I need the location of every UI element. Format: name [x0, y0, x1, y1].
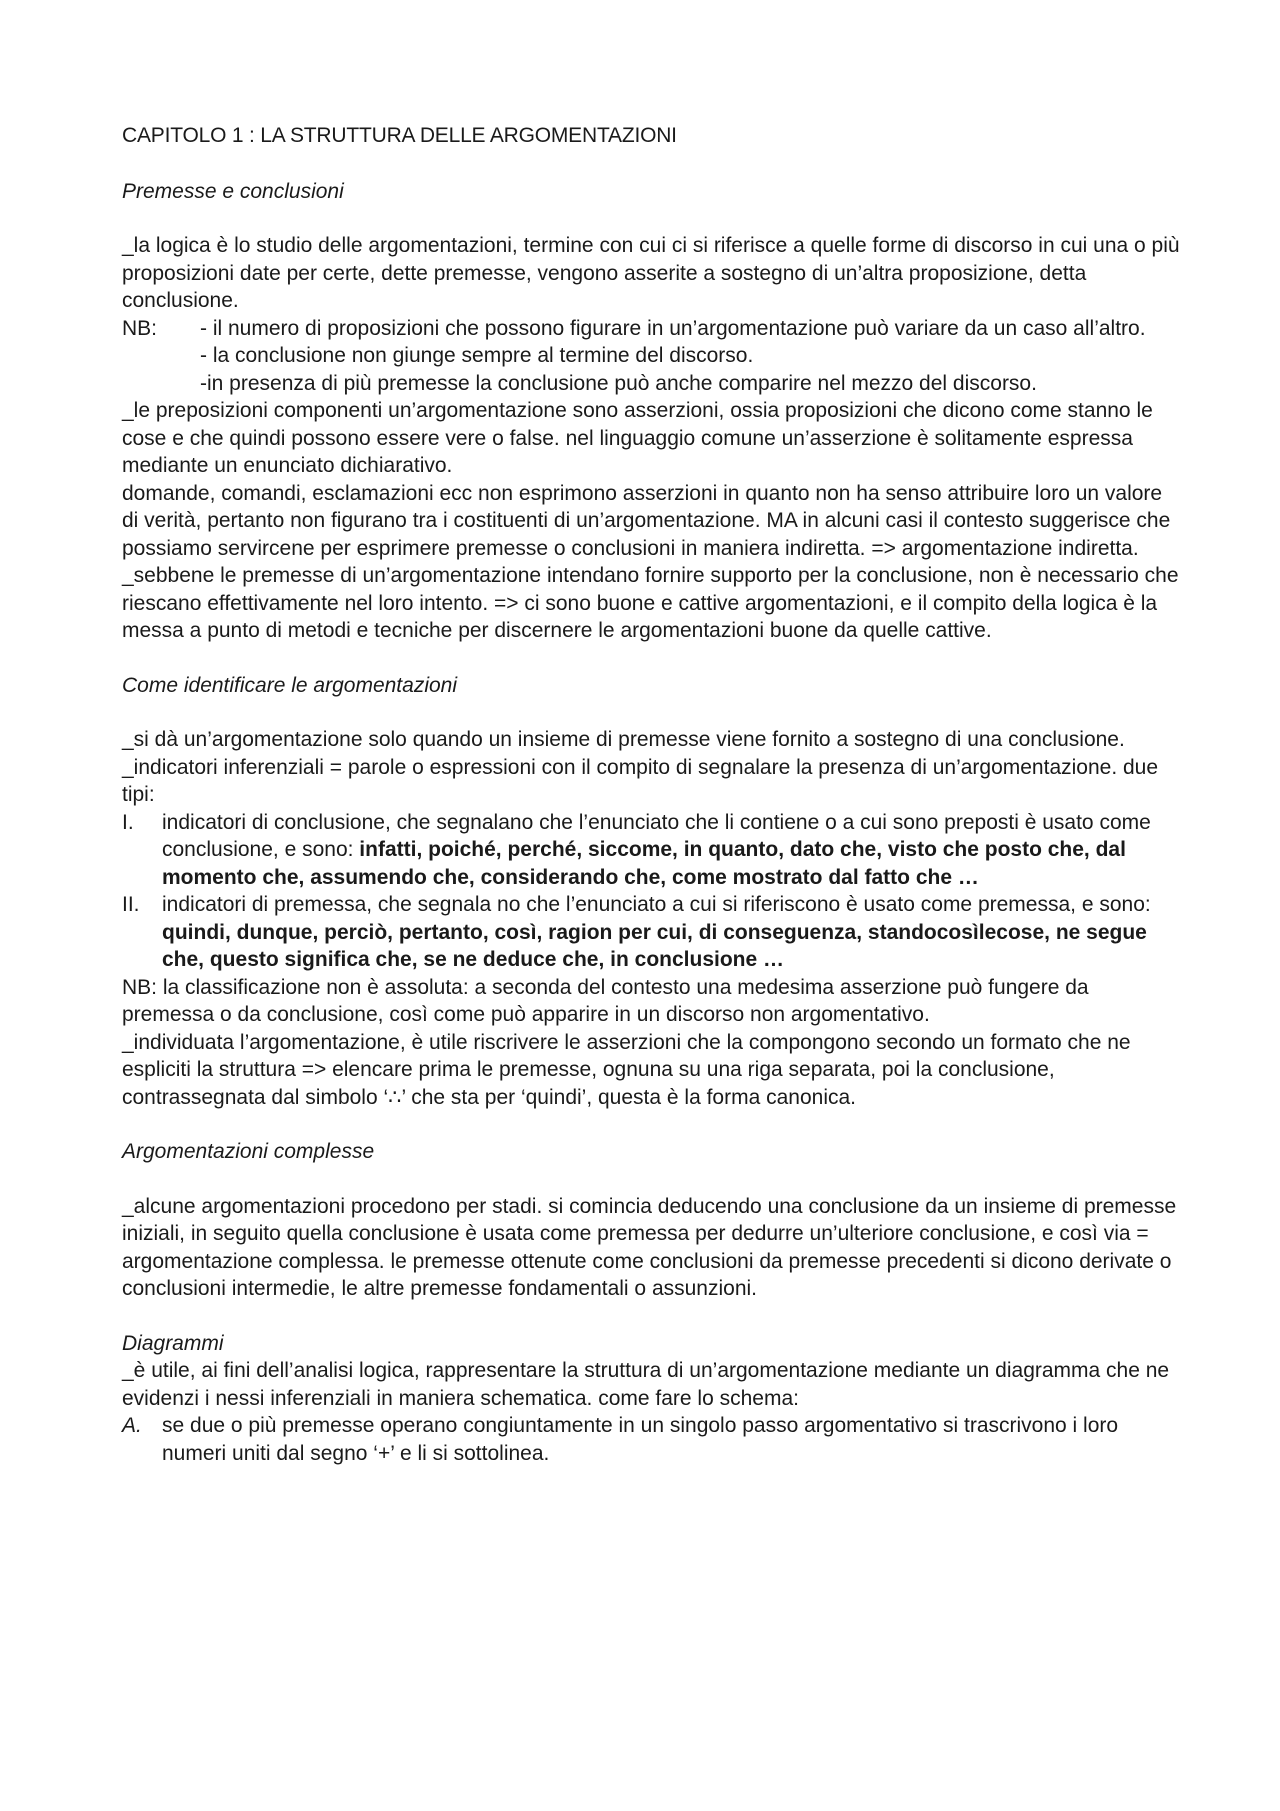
section-heading-diagrammi: Diagrammi — [122, 1331, 224, 1355]
paragraph: domande, comandi, esclamazioni ecc non esprimono asserzioni in quanto non ha senso attribuire loro un valore di verità, pertanto non figurano tra i costituenti di un’argomentazione. MA in alcuni casi il contesto suggerisce che possiamo servircene per esprimere premesse o conclusioni in maniera indiretta. => argomentazione indiretta. — [122, 481, 1171, 560]
paragraph: _indicatori inferenziali = parole o espressioni con il compito di segnalare la presenza di un’argomentazione. due tipi: — [122, 755, 1159, 806]
paragraph: _individuata l’argomentazione, è utile riscrivere le asserzioni che la compongono secondo un formato che ne espliciti la struttura => elencare prima le premesse, ognuna su una riga separata, poi la conclusione, contrassegnata dal simbolo ‘∴’ che sta per ‘quindi’, questa è la forma canonica. — [122, 1030, 1131, 1109]
nb-block — [122, 315, 1182, 398]
list-item-bold-text: infatti, poiché, perché, siccome, in quanto, dato che, visto che posto che, dal momento che, assumendo che, considerando che, come mostrato dal fatto che … — [162, 838, 1126, 889]
list-item — [122, 891, 1182, 974]
paragraph: _le preposizioni componenti un’argomentazione sono asserzioni, ossia proposizioni che dicono come stanno le cose e che quindi possono essere vere o false. nel linguaggio comune un’asserzione è solitamente espressa mediante un enunciato dichiarativo. — [122, 399, 1153, 477]
chapter-title: CAPITOLO 1 : LA STRUTTURA DELLE ARGOMENTAZIONI — [122, 124, 677, 147]
section-heading-identificare: Come identificare le argomentazioni — [122, 673, 458, 697]
nb-item: - la conclusione non giunge sempre al termine del discorso. — [200, 344, 754, 367]
nb-item: -in presenza di più premesse la conclusione può anche comparire nel mezzo del discorso. — [200, 371, 1037, 395]
list-item-bold-text: quindi, dunque, perciò, pertanto, così, ragion per cui, di conseguenza, standocosìlecose, ne segue che, questo significa che, se ne deduce che, in conclusione … — [162, 920, 1147, 971]
paragraph: _alcune argomentazioni procedono per stadi. si comincia deducendo una conclusione da un insieme di premesse iniziali, in seguito quella conclusione è usata come premessa per dedurre un’ulteriore conclusione, e così via = argomentazione complessa. le premesse ottenute come conclusioni da premesse precedenti si dicono derivate o conclusioni intermedie, le altre premesse fondamentali o assunzioni. — [122, 1194, 1177, 1300]
section-heading-premesse: Premesse e conclusioni — [122, 179, 344, 203]
list-item-text: se due o più premesse operano congiuntamente in un singolo passo argomentativo si trascrivono i loro numeri uniti dal segno ‘+’ e li si sottolinea. — [162, 1414, 1119, 1465]
paragraph: NB: la classificazione non è assoluta: a seconda del contesto una medesima asserzione può fungere da premessa o da conclusione, così come può apparire in un discorso non argomentativo. — [122, 975, 1089, 1026]
list-marker: A. — [122, 1414, 142, 1437]
list-item-text: indicatori di conclusione, che segnalano che l’enunciato che li contiene o a cui sono preposti è usato come conclusione, e sono: — [162, 810, 1151, 861]
list-marker: I. — [122, 810, 134, 834]
paragraph: _sebbene le premesse di un’argomentazione intendano fornire supporto per la conclusione, non è necessario che riescano effettivamente nel loro intento. => ci sono buone e cattive argomentazioni, e il compito della logica è la messa a punto di metodi e tecniche per discernere le argomentazioni buone da quelle cattive. — [122, 564, 1179, 642]
paragraph: _è utile, ai fini dell’analisi logica, rappresentare la struttura di un’argomentazione mediante un diagramma che ne evidenzi i nessi inferenziali in maniera schematica. come fare lo schema: — [122, 1359, 1170, 1410]
list-item-text: indicatori di premessa, che segnala no che l’enunciato a cui si riferiscono è usato come premessa, e sono: — [162, 893, 1151, 916]
nb-label: NB: — [122, 316, 158, 340]
list-item — [122, 809, 1182, 892]
paragraph: _la logica è lo studio delle argomentazioni, termine con cui ci si riferisce a quelle forme di discorso in cui una o più proposizioni date per certe, dette premesse, vengono asserite a sostegno di un’altra proposizione, detta conclusione. — [122, 234, 1180, 312]
paragraph: _si dà un’argomentazione solo quando un insieme di premesse viene fornito a sostegno di una conclusione. — [122, 728, 1125, 751]
nb-list — [200, 315, 1182, 398]
document-content — [122, 122, 1182, 1467]
list-marker: II. — [122, 893, 140, 916]
nb-item: - il numero di proposizioni che possono figurare in un’argomentazione può variare da un caso all’altro. — [200, 316, 1146, 340]
section-heading-complesse: Argomentazioni complesse — [122, 1140, 375, 1163]
list-item — [122, 1412, 1182, 1467]
